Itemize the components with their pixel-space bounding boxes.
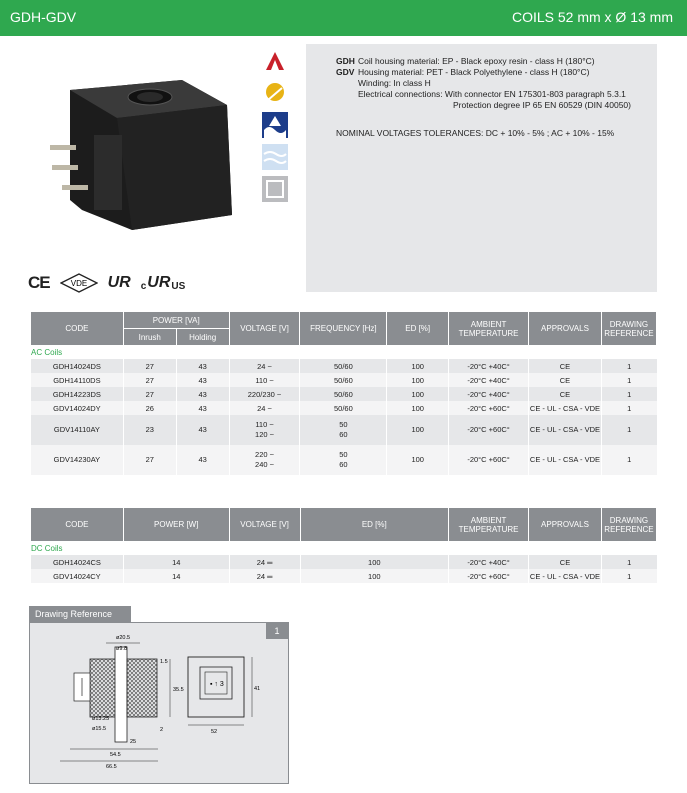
col-ambient: AMBIENT TEMPERATURE <box>449 508 529 542</box>
table-row: GDV14230AY 27 43 220 ~ 240 ~ 50 60 100 -20°C +60C° CE - UL - CSA - VDE 1 <box>31 445 657 475</box>
svg-text:ø20.5: ø20.5 <box>116 635 131 641</box>
product-title: COILS 52 mm x Ø 13 mm <box>511 9 673 25</box>
coil-technical-drawing <box>30 623 288 783</box>
col-ed: ED [%] <box>300 508 449 542</box>
col-inrush: Inrush <box>123 329 176 346</box>
col-power: POWER [W] <box>123 508 229 542</box>
svg-text:25: 25 <box>130 739 137 745</box>
air-icon <box>262 144 288 170</box>
svg-text:52: 52 <box>211 729 218 735</box>
table-row: GDH14223DS 27 43 220/230 ~ 50/60 100 -20°C +40C° CE 1 <box>31 387 657 401</box>
fire-icon <box>262 48 288 74</box>
gdv-text: Housing material: PET - Black Polyethylene - class H (180°C) <box>358 67 590 77</box>
col-drawing: DRAWING REFERENCE <box>601 508 656 542</box>
vacuum-icon <box>262 176 288 202</box>
col-voltage: VOLTAGE [V] <box>229 508 300 542</box>
ac-section-label: AC Coils <box>31 346 657 360</box>
series-title: GDH-GDV <box>10 9 77 25</box>
header-bar <box>0 0 687 36</box>
col-approvals: APPROVALS <box>529 312 602 346</box>
col-holding: Holding <box>176 329 229 346</box>
table-row: GDV14024DY 26 43 24 ~ 50/60 100 -20°C +60C° CE - UL - CSA - VDE 1 <box>31 401 657 415</box>
cur-us-mark: c UR US <box>140 274 186 292</box>
col-approvals: APPROVALS <box>529 508 602 542</box>
winding-text: Winding: In class H <box>358 78 431 88</box>
ce-mark: CE <box>28 273 50 292</box>
table-row: GDV14110AY 23 43 110 ~ 120 ~ 50 60 100 -20°C +60C° CE - UL - CSA - VDE 1 <box>31 415 657 445</box>
ur-mark: UR <box>107 274 131 291</box>
gdh-text: Coil housing material: EP - Black epoxy resin - class H (180°C) <box>358 56 595 66</box>
table-row: GDH14024DS 27 43 24 ~ 50/60 100 -20°C +40C° CE 1 <box>31 359 657 373</box>
svg-text:ø9.8: ø9.8 <box>116 646 128 652</box>
col-code: CODE <box>31 312 124 346</box>
col-drawing: DRAWING REFERENCE <box>601 312 656 346</box>
table-row: GDV14024CY 14 24 ═ 100 -20°C +60C° CE - UL - CSA - VDE 1 <box>31 569 657 583</box>
tolerances-text: NOMINAL VOLTAGES TOLERANCES: DC + 10% - 5% ; AC + 10% - 15% <box>336 128 615 138</box>
dc-coils-table <box>30 507 657 583</box>
svg-text:▪ ↑ 3: ▪ ↑ 3 <box>210 681 224 688</box>
coil-photo <box>22 50 252 270</box>
svg-text:ø15.5: ø15.5 <box>92 726 107 732</box>
col-ambient: AMBIENT TEMPERATURE <box>449 312 529 346</box>
drawing-reference-title: Drawing Reference <box>29 606 131 622</box>
svg-text:ø13.25: ø13.25 <box>92 716 110 722</box>
svg-text:2: 2 <box>160 727 164 733</box>
svg-text:41: 41 <box>254 686 261 692</box>
gas-icon <box>262 80 288 106</box>
svg-text:1.5: 1.5 <box>160 659 168 665</box>
table-row: GDH14110DS 27 43 110 ~ 50/60 100 -20°C +40C° CE 1 <box>31 373 657 387</box>
col-code: CODE <box>31 508 124 542</box>
water-icon <box>262 112 288 138</box>
svg-text:35.5: 35.5 <box>173 687 184 693</box>
dc-section-label: DC Coils <box>31 542 657 556</box>
svg-text:66.5: 66.5 <box>106 764 117 770</box>
drawing-number: 1 <box>266 623 288 639</box>
gdh-key: GDH <box>336 56 355 66</box>
col-frequency: FREQUENCY [Hz] <box>300 312 387 346</box>
specifications-panel <box>306 44 657 292</box>
table-row: GDH14024CS 14 24 ═ 100 -20°C +40C° CE 1 <box>31 555 657 569</box>
vde-mark <box>60 273 98 293</box>
application-icons <box>262 48 288 208</box>
certification-marks <box>28 270 185 296</box>
electrical-text: Electrical connections: With connector EN 175301-803 paragraph 5.3.1 <box>358 89 626 99</box>
col-ed: ED [%] <box>387 312 449 346</box>
svg-text:54.5: 54.5 <box>110 752 121 758</box>
svg-text:VDE: VDE <box>70 279 87 288</box>
col-power: POWER [VA] <box>123 312 229 329</box>
drawing-reference-panel <box>29 622 289 784</box>
ac-coils-table <box>30 311 657 475</box>
gdv-key: GDV <box>336 67 355 77</box>
protection-text: Protection degree IP 65 EN 60529 (DIN 40050) <box>453 100 631 110</box>
col-voltage: VOLTAGE [V] <box>229 312 300 346</box>
